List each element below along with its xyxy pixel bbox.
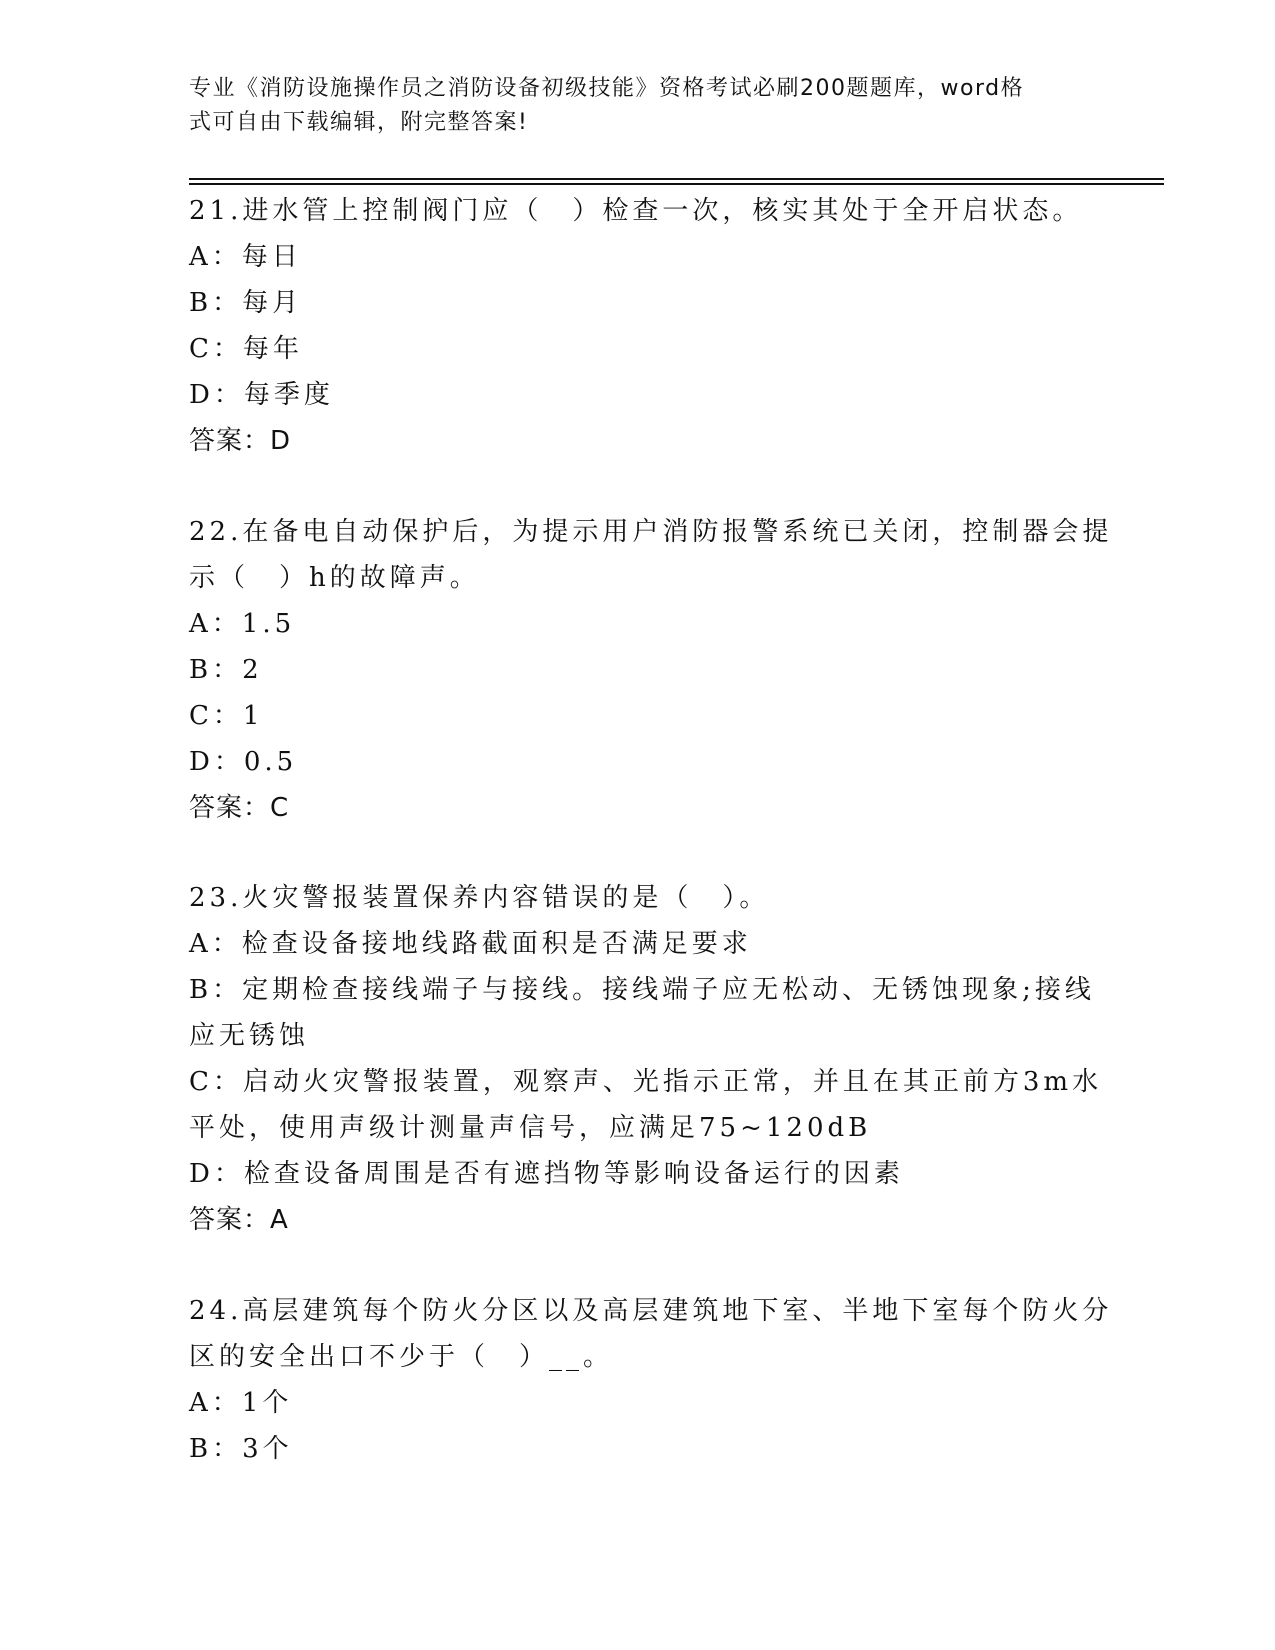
header-line-1: 专业《消防设施操作员之消防设备初级技能》资格考试必刷200题题库，word格: [189, 76, 1025, 101]
option-c-continued: 平处，使用声级计测量声信号，应满足75~120dB: [189, 1113, 872, 1143]
option-b: B：定期检查接线端子与接线。接线端子应无松动、无锈蚀现象;接线: [189, 975, 1095, 1005]
option-b: B：2: [189, 655, 263, 685]
question-stem: 23.火灾警报装置保养内容错误的是（ ）。: [189, 883, 770, 913]
question-21: [189, 188, 1089, 464]
option-d: D：每季度: [189, 380, 334, 410]
option-a: A：每日: [189, 242, 302, 272]
answer: 答案：D: [189, 426, 292, 456]
header-divider-bottom: [189, 183, 1164, 185]
option-b: B：每月: [189, 288, 303, 318]
question-24: [189, 1288, 1113, 1472]
option-c: C：1: [189, 701, 264, 731]
question-stem: 22.在备电自动保护后，为提示用户消防报警系统已关闭，控制器会提: [189, 517, 1113, 547]
option-a: A：检查设备接地线路截面积是否满足要求: [189, 929, 752, 959]
question-stem: 24.高层建筑每个防火分区以及高层建筑地下室、半地下室每个防火分: [189, 1296, 1113, 1326]
answer: 答案：A: [189, 1205, 289, 1235]
question-22: [189, 509, 1113, 831]
option-c: C：每年: [189, 334, 303, 364]
option-a: A：1.5: [189, 609, 296, 639]
header-divider-top: [189, 178, 1164, 180]
option-d: D：检查设备周围是否有遮挡物等影响设备运行的因素: [189, 1159, 904, 1189]
question-stem: 21.进水管上控制阀门应（ ）检查一次，核实其处于全开启状态。: [189, 196, 1083, 226]
question-stem-continued: 区的安全出口不少于（ ）__。: [189, 1342, 614, 1372]
option-c: C：启动火灾警报装置，观察声、光指示正常，并且在其正前方3m水: [189, 1067, 1103, 1097]
option-d: D：0.5: [189, 747, 298, 777]
answer: 答案：C: [189, 793, 290, 823]
document-header: [189, 72, 1069, 140]
option-b: B：3个: [189, 1434, 293, 1464]
question-stem-continued: 示（ ）h的故障声。: [189, 563, 480, 593]
option-a: A：1个: [189, 1388, 293, 1418]
option-b-continued: 应无锈蚀: [189, 1021, 310, 1051]
question-23: [189, 875, 1103, 1243]
header-line-2: 式可自由下载编辑，附完整答案!: [189, 110, 529, 135]
